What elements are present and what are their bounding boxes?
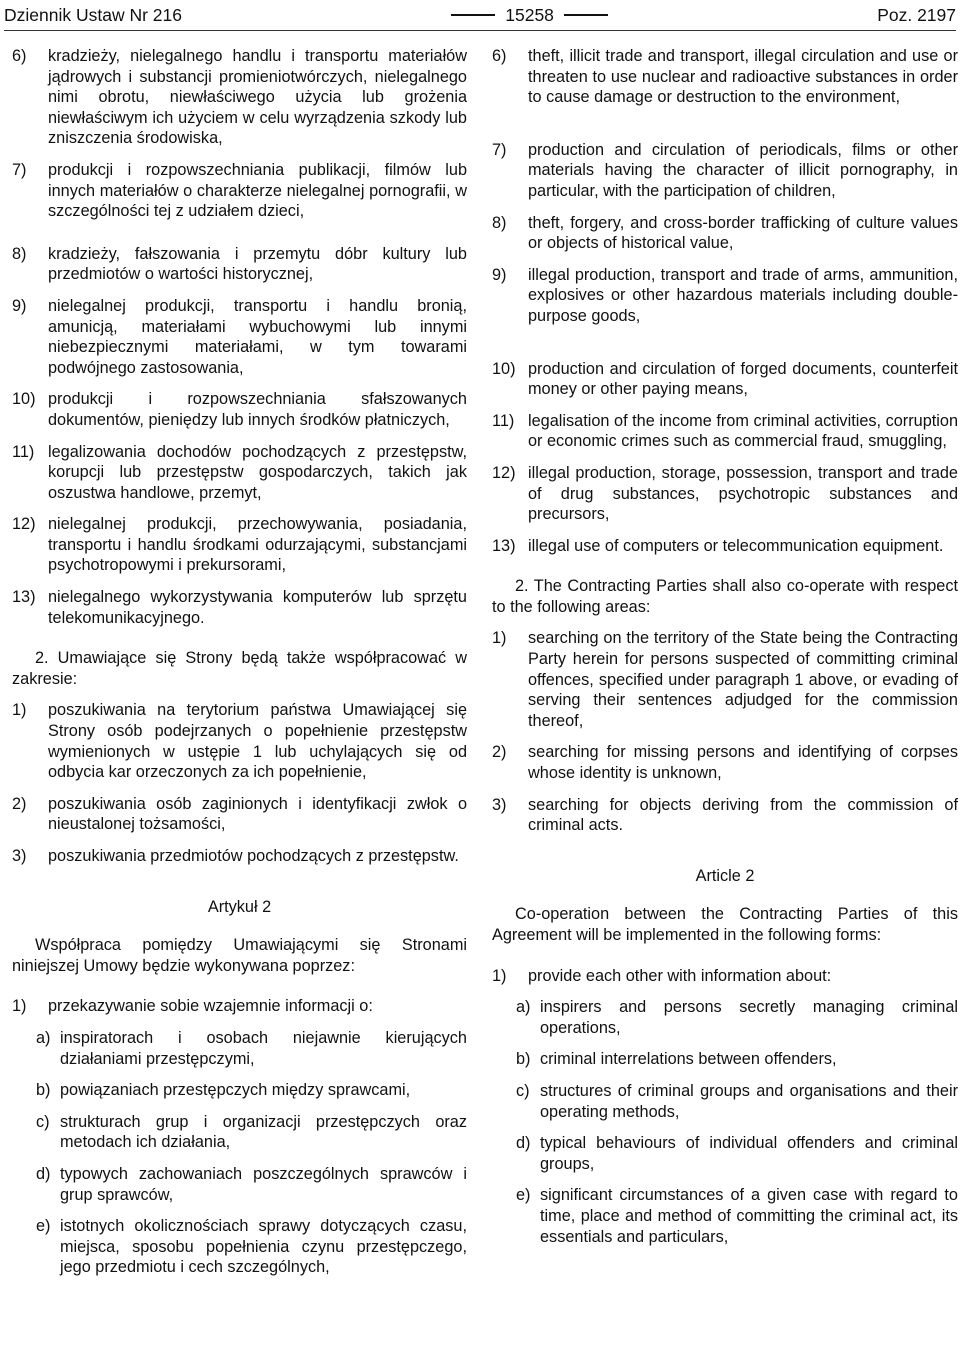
item-text: illegal production, transport and trade of arms, ammunition, explosives or other hazardous materials including double-purpose goods,: [528, 265, 958, 325]
item-text: nielegalnej produkcji, transportu i handlu bronią, amunicją, materiałami wybuchowymi lub innymi niebezpiecznymi materiałami, w tym towarami podwójnego zastosowania,: [48, 296, 467, 377]
page-number: 15258: [505, 4, 554, 25]
sub-text: strukturach grup i organizacji przestępczych oraz metodach ich działania,: [60, 1112, 467, 1152]
journal-title: Dziennik Ustaw Nr 216: [4, 4, 182, 25]
polish-column: [12, 46, 467, 1289]
item-number: 8): [492, 213, 507, 232]
item-text: przekazywanie sobie wzajemnie informacji o:: [48, 997, 373, 1016]
item-text: searching for objects deriving from the commission of criminal acts.: [528, 795, 958, 835]
item-number: 6): [12, 47, 27, 65]
pl-sub-a: [36, 1028, 467, 1069]
pl-item-12: [12, 514, 467, 576]
pl-sub-e: [36, 1216, 467, 1278]
en-sub-d: [516, 1133, 958, 1174]
en-item-8: [492, 213, 958, 254]
pl-item-13: [12, 587, 467, 628]
item-number: 10): [492, 359, 516, 378]
item-text: illegal use of computers or telecommunication equipment.: [528, 536, 944, 555]
en-sub-b: [516, 1049, 958, 1070]
item-number: 10): [12, 390, 36, 409]
pl-para2-item-3: [12, 846, 467, 867]
sub-text: significant circumstances of a given case with regard to time, place and method of committing the criminal act, its essentials and particulars,: [540, 1186, 958, 1246]
pl-article-item-1: [12, 996, 467, 1017]
en-item-6: [492, 46, 958, 108]
page-header: [4, 0, 956, 31]
item-text: kradzieży, fałszowania i przemytu dóbr kultury lub przedmiotów o wartości historycznej,: [48, 244, 467, 284]
pl-article-intro: Współpraca pomiędzy Umawiającymi się Stronami niniejszej Umowy będzie wykonywana poprzez:: [12, 936, 467, 975]
item-number: 6): [492, 47, 507, 65]
sub-letter: e): [516, 1186, 531, 1205]
en-sub-e: [516, 1185, 958, 1247]
item-number: 1): [492, 966, 507, 985]
dash-right: [564, 14, 608, 16]
en-item-7: [492, 140, 958, 202]
item-number: 9): [12, 296, 27, 315]
en-para2-item-3: [492, 795, 958, 836]
item-number: 11): [12, 442, 35, 461]
item-number: 2): [12, 794, 27, 813]
en-item-10: [492, 359, 958, 400]
en-para2-item-1: [492, 628, 958, 731]
item-number: 12): [492, 463, 516, 482]
pl-paragraph-2: 2. Umawiające się Strony będą także współpracować w zakresie:: [12, 649, 467, 688]
page-number-wrap: [451, 5, 608, 26]
en-para2-item-2: [492, 742, 958, 783]
item-text: legalizowania dochodów pochodzących z przestępstw, korupcji lub przestępstw gospodarczych, takich jak oszustwa handlowe, przemyt,: [48, 442, 467, 502]
item-number: 8): [12, 244, 27, 263]
pl-sub-c: [36, 1112, 467, 1153]
item-text: searching on the territory of the State being the Contracting Party herein for persons suspected of committing criminal offences, specified under paragraph 1 above, or evading of serving their sentences adjudged for the commission thereof,: [528, 629, 958, 730]
pl-para2-item-1: [12, 700, 467, 782]
en-sub-c: [516, 1081, 958, 1122]
item-number: 12): [12, 515, 36, 534]
sub-letter: e): [36, 1217, 51, 1236]
item-number: 9): [492, 265, 507, 284]
sub-text: typical behaviours of individual offenders and criminal groups,: [540, 1134, 958, 1173]
pl-para2-item-2: [12, 794, 467, 835]
pl-item-7: [12, 160, 467, 222]
sub-letter: b): [516, 1050, 531, 1069]
en-article-heading: Article 2: [695, 866, 755, 885]
pl-item-11: [12, 442, 467, 504]
item-text: provide each other with information about:: [528, 966, 832, 985]
item-text: theft, forgery, and cross-border trafficking of culture values or objects of historical value,: [528, 213, 958, 253]
sub-text: typowych zachowaniach poszczególnych sprawców i grup sprawców,: [60, 1164, 467, 1204]
position-number: Poz. 2197: [877, 4, 956, 25]
sub-text: structures of criminal groups and organisations and their operating methods,: [540, 1081, 958, 1121]
item-number: 1): [492, 629, 507, 648]
sub-text: istotnych okolicznościach sprawy dotyczących czasu, miejsca, sposobu popełnienia czynu przestępczego, jego przedmiotu i cech szczególnych,: [60, 1217, 467, 1277]
en-article-intro: Co-operation between the Contracting Parties of this Agreement will be implemented in the following forms:: [492, 905, 958, 944]
item-text: legalisation of the income from criminal activities, corruption or economic crimes such as commercial fraud, smuggling,: [528, 411, 958, 451]
item-text: poszukiwania przedmiotów pochodzących z przestępstw.: [48, 847, 459, 865]
en-item-13: [492, 536, 958, 557]
sub-letter: a): [516, 998, 531, 1017]
en-item-12: [492, 463, 958, 525]
item-text: nielegalnego wykorzystywania komputerów lub sprzętu telekomunikacyjnego.: [48, 588, 467, 627]
sub-text: powiązaniach przestępczych między sprawcami,: [60, 1081, 411, 1100]
item-text: produkcji i rozpowszechniania sfałszowanych dokumentów, pieniędzy lub innych środków płatniczych,: [48, 390, 467, 429]
pl-sub-b: [36, 1080, 467, 1101]
pl-item-9: [12, 296, 467, 378]
item-text: poszukiwania osób zaginionych i identyfikacji zwłok o nieustalonej tożsamości,: [48, 794, 467, 834]
item-number: 13): [492, 536, 516, 555]
pl-item-8: [12, 244, 467, 285]
sub-text: criminal interrelations between offenders,: [540, 1050, 837, 1069]
pl-item-6: [12, 46, 467, 149]
en-article-item-1: [492, 966, 958, 987]
en-item-11: [492, 411, 958, 452]
item-text: production and circulation of periodicals, films or other materials having the character of illicit pornography, in particular, with the participation of children,: [528, 140, 958, 200]
sub-letter: b): [36, 1081, 51, 1100]
item-number: 7): [12, 160, 27, 179]
pl-item-10: [12, 389, 467, 430]
item-number: 13): [12, 588, 36, 607]
en-sub-a: [516, 997, 958, 1038]
pl-sub-d: [36, 1164, 467, 1205]
sub-letter: a): [36, 1028, 51, 1047]
sub-letter: c): [36, 1112, 50, 1131]
en-item-9: [492, 265, 958, 327]
item-text: nielegalnej produkcji, przechowywania, posiadania, transportu i handlu środkami odurzającymi, substancjami psychotropowymi i prekursorami,: [48, 515, 467, 575]
item-text: theft, illicit trade and transport, illegal circulation and use or threaten to use nuclear and radioactive substances in order to cause damage or destruction to the environment,: [528, 47, 958, 107]
item-text: kradzieży, nielegalnego handlu i transportu materiałów jądrowych i substancji promieniotwórczych, nielegalnego nimi obrotu, niewłaściwego użycia lub grożenia niewłaściwym ich użyciem w celu wyrządzenia szkody lub zniszczenia środowiska,: [48, 47, 467, 148]
english-column: [492, 46, 958, 1258]
item-number: 1): [12, 701, 27, 720]
en-paragraph-2: 2. The Contracting Parties shall also co-operate with respect to the following areas:: [492, 577, 958, 616]
item-number: 3): [12, 847, 27, 865]
pl-article-heading: Artykuł 2: [207, 897, 272, 916]
item-text: produkcji i rozpowszechniania publikacji, filmów lub innych materiałów o charakterze nielegalnej pornografii, w szczególności tej z udziałem dzieci,: [48, 160, 467, 221]
sub-text: inspiratorach i osobach niejawnie kierujących działaniami przestępczymi,: [60, 1028, 467, 1068]
item-text: production and circulation of forged documents, counterfeit money or other paying means,: [528, 359, 958, 399]
item-number: 7): [492, 140, 507, 159]
item-text: poszukiwania na terytorium państwa Umawiającej się Strony osób podejrzanych o popełnienie przestępstw wymienionych w ustępie 1 lub uchylających się od odbycia kar orzeczonych za ich popełnienie,: [48, 701, 467, 782]
sub-letter: d): [36, 1164, 51, 1183]
sub-letter: c): [516, 1081, 530, 1100]
item-text: illegal production, storage, possession, transport and trade of drug substances, psychotropic substances and precursors,: [528, 463, 958, 524]
item-number: 1): [12, 997, 27, 1016]
sub-letter: d): [516, 1134, 531, 1153]
item-text: searching for missing persons and identifying of corpses whose identity is unknown,: [528, 743, 958, 783]
sub-text: inspirers and persons secretly managing criminal operations,: [540, 998, 958, 1037]
item-number: 3): [492, 795, 507, 814]
dash-left: [451, 14, 495, 16]
item-number: 2): [492, 743, 507, 762]
item-number: 11): [492, 411, 515, 430]
